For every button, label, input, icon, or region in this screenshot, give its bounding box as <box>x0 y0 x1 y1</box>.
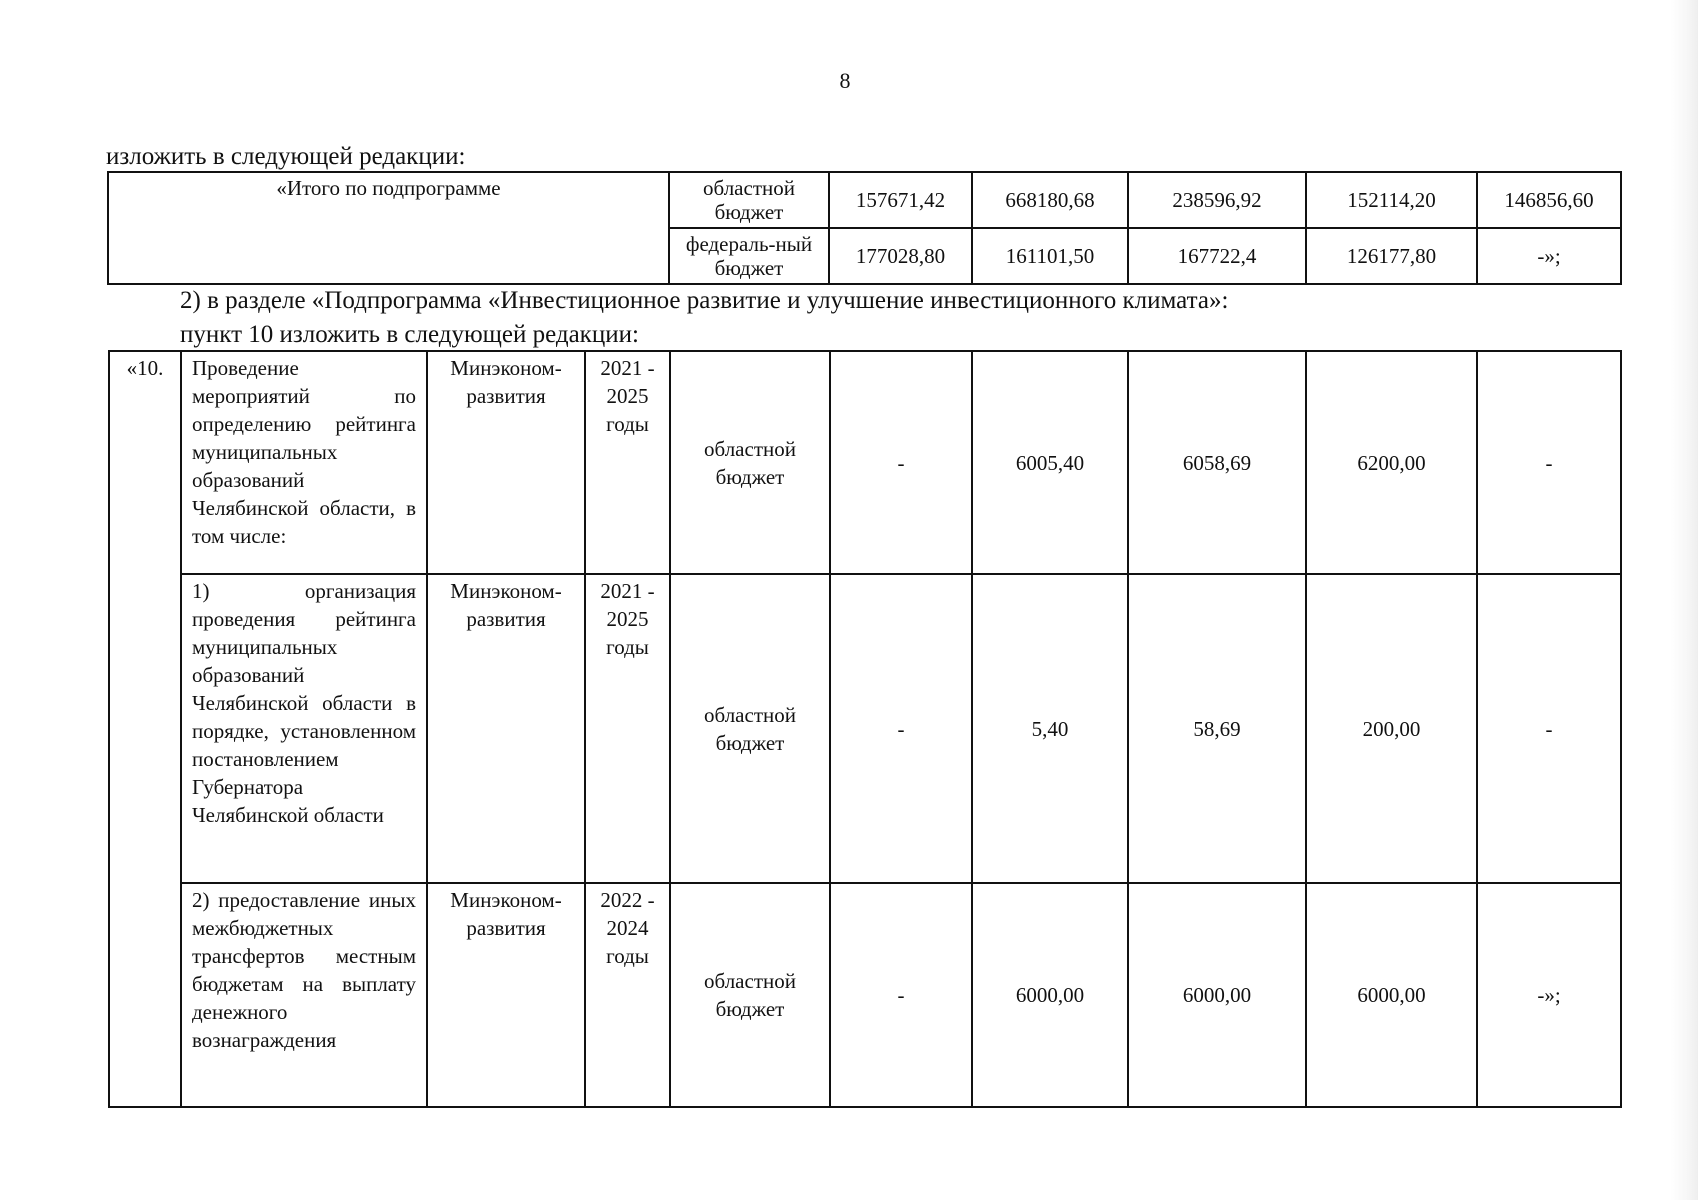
value-cell: 167722,4 <box>1128 228 1306 284</box>
value-cell: 126177,80 <box>1306 228 1477 284</box>
funding-source-cell: областной бюджет <box>670 883 830 1107</box>
funding-source-cell: областной бюджет <box>669 172 829 228</box>
subprogram-total-table <box>107 171 1622 285</box>
value-cell: 6200,00 <box>1306 351 1477 574</box>
value-cell: -»; <box>1477 228 1621 284</box>
value-cell: 177028,80 <box>829 228 972 284</box>
value-cell: 6000,00 <box>972 883 1128 1107</box>
value-cell: -»; <box>1477 883 1621 1107</box>
value-cell: 6000,00 <box>1306 883 1477 1107</box>
value-cell: 146856,60 <box>1477 172 1621 228</box>
item-line: пункт 10 изложить в следующей редакции: <box>180 321 639 348</box>
value-cell: 6058,69 <box>1128 351 1306 574</box>
value-cell: 5,40 <box>972 574 1128 883</box>
value-cell: - <box>830 351 972 574</box>
value-cell: 161101,50 <box>972 228 1128 284</box>
value-cell: - <box>1477 574 1621 883</box>
years-cell: 2021 - 2025 годы <box>585 574 670 883</box>
value-cell: - <box>1477 351 1621 574</box>
value-cell: 6005,40 <box>972 351 1128 574</box>
total-title-cell: «Итого по подпрограмме <box>108 172 669 284</box>
value-cell: 157671,42 <box>829 172 972 228</box>
description-cell: Проведение мероприятий по определению рейтинга муниципальных образований Челябинской области, в том числе: <box>181 351 427 574</box>
value-cell: - <box>830 574 972 883</box>
funding-source-cell: областной бюджет <box>670 574 830 883</box>
years-cell: 2021 - 2025 годы <box>585 351 670 574</box>
executor-cell: Минэконом-развития <box>427 351 585 574</box>
funding-source-cell: федераль-ный бюджет <box>669 228 829 284</box>
item-number-cell: «10. <box>109 351 181 1107</box>
intro-line: изложить в следующей редакции: <box>106 143 466 170</box>
section-line: 2) в разделе «Подпрограмма «Инвестиционное развитие и улучшение инвестиционного климата»: <box>180 287 1229 314</box>
table-row <box>108 172 1621 228</box>
scan-edge-shadow <box>1670 0 1698 1200</box>
executor-cell: Минэконом-развития <box>427 883 585 1107</box>
funding-source-cell: областной бюджет <box>670 351 830 574</box>
table-row <box>109 883 1621 1107</box>
table-row <box>109 351 1621 574</box>
value-cell: 58,69 <box>1128 574 1306 883</box>
value-cell: 238596,92 <box>1128 172 1306 228</box>
description-cell: 2) предоставление иных межбюджетных трансфертов местным бюджетам на выплату денежного вознаграждения <box>181 883 427 1107</box>
page-number: 8 <box>839 68 851 93</box>
description-cell: 1) организация проведения рейтинга муниципальных образований Челябинской области в порядке, установленном постановлением Губернатора Челябинской области <box>181 574 427 883</box>
value-cell: 152114,20 <box>1306 172 1477 228</box>
table-row <box>109 574 1621 883</box>
value-cell: 6000,00 <box>1128 883 1306 1107</box>
executor-cell: Минэконом-развития <box>427 574 585 883</box>
item-10-table <box>108 350 1622 1108</box>
value-cell: - <box>830 883 972 1107</box>
value-cell: 668180,68 <box>972 172 1128 228</box>
value-cell: 200,00 <box>1306 574 1477 883</box>
years-cell: 2022 - 2024 годы <box>585 883 670 1107</box>
